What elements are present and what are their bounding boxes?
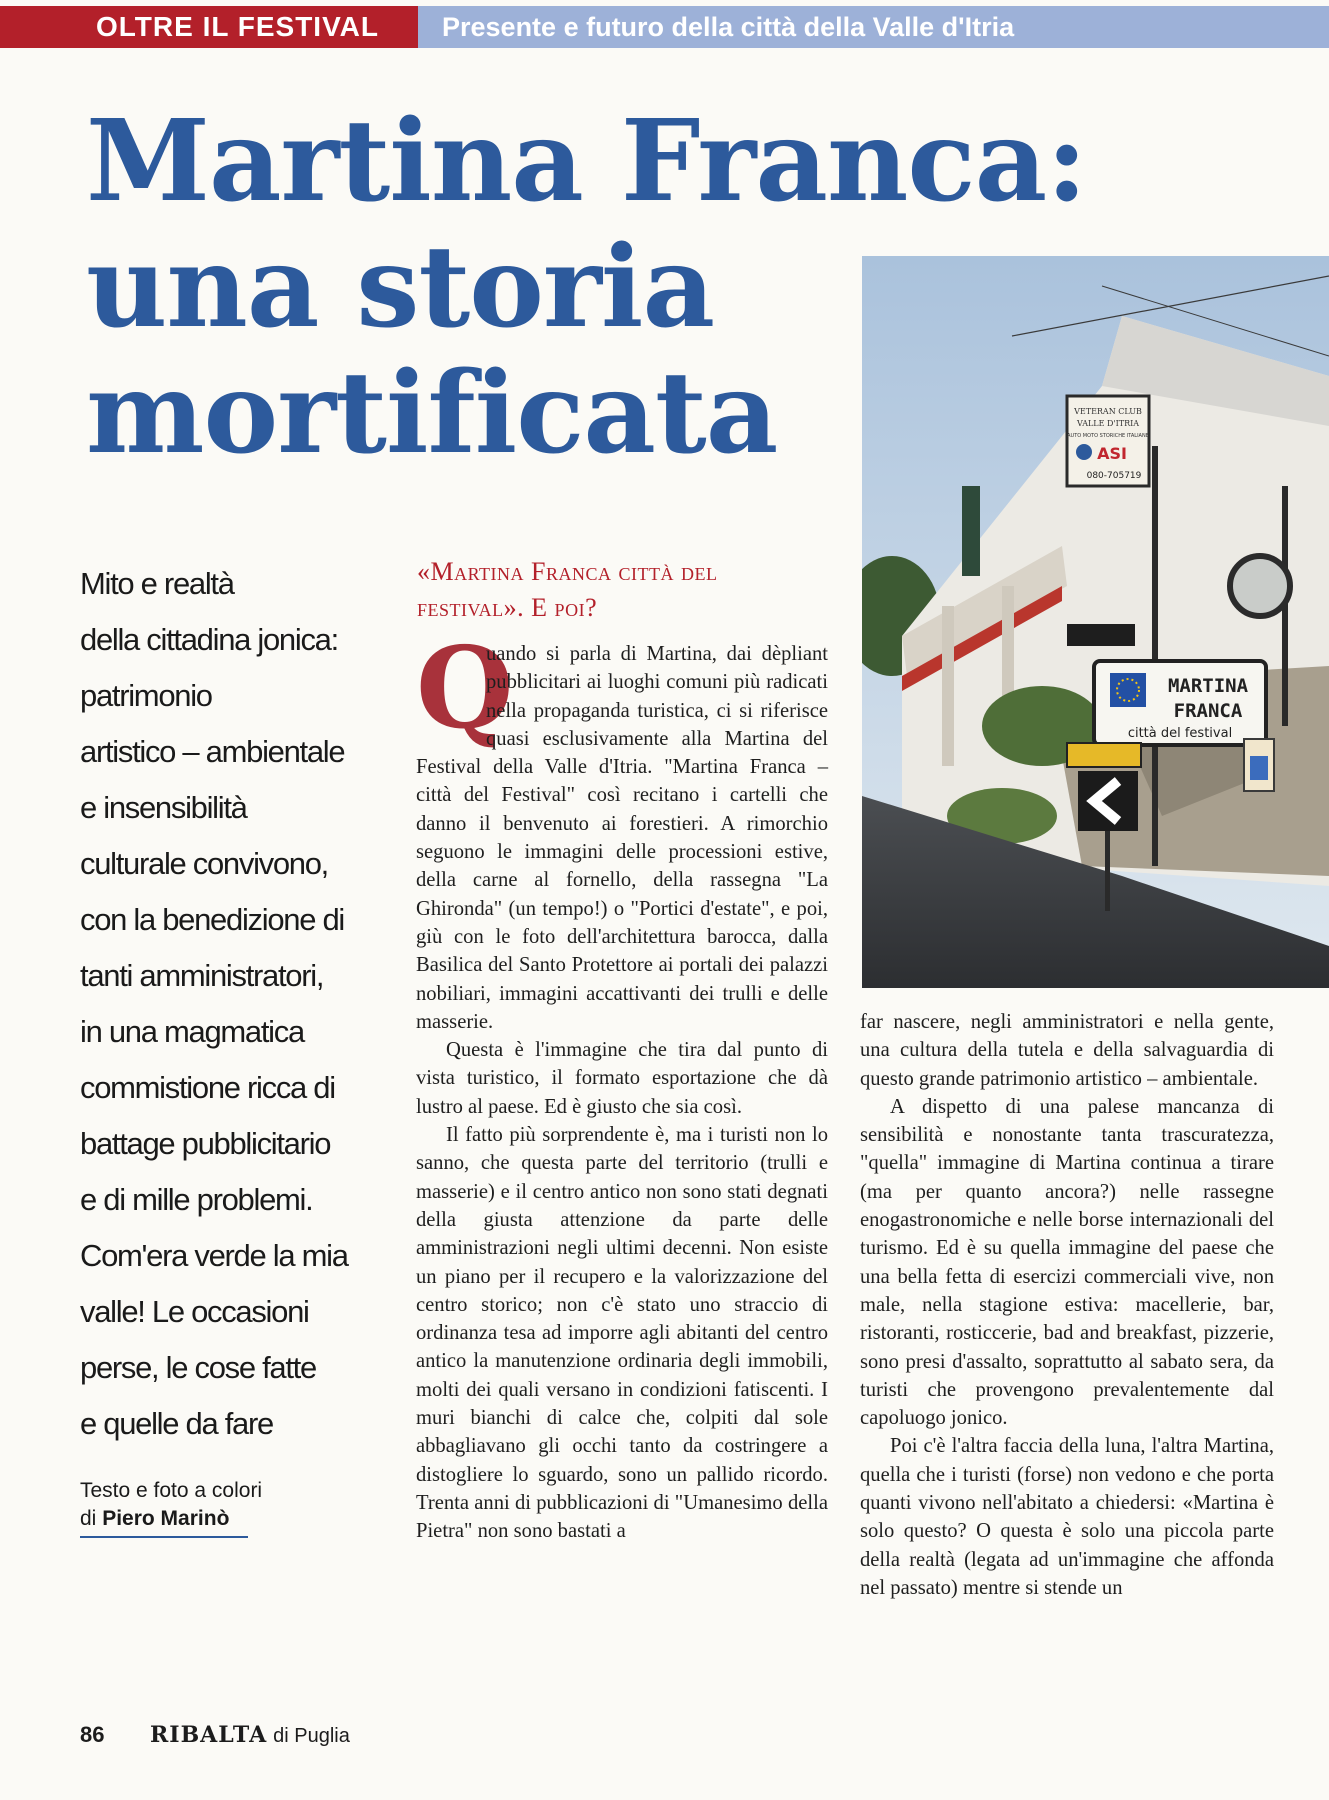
- standfirst-line: perse, le cose fatte: [80, 1350, 316, 1385]
- headline-line-2: una storia: [86, 222, 715, 353]
- club-sign-brand: ASI: [1097, 444, 1127, 463]
- standfirst-line: e quelle da fare: [80, 1406, 273, 1441]
- magazine-suffix: di Puglia: [273, 1725, 350, 1747]
- club-sign-phone: 080-705719: [1086, 471, 1142, 481]
- street-sign-photo: [862, 256, 1329, 988]
- standfirst-line: patrimonio: [80, 678, 212, 713]
- paragraph: Poi c'è l'altra faccia della luna, l'altra Martina, quella che i turisti (forse) non vedono e che porta quanti vivono nell'abitato a chiedersi: «Martina è solo questo? O questa è solo una piccola parte della realtà (legata ad un'immagine che affonda nel passato) mentre si stende un: [860, 1435, 1274, 1599]
- page-number: 86: [80, 1722, 105, 1747]
- town-sign-line3: città del festival: [1127, 726, 1233, 741]
- standfirst-line: valle! Le occasioni: [80, 1294, 309, 1329]
- article-kicker: «Martina Franca città del festival». E poi?: [417, 557, 718, 622]
- club-sign-line3: AUTO MOTO STORICHE ITALIANE: [1067, 433, 1149, 439]
- club-sign-line2: VALLE D'ITRIA: [1076, 419, 1140, 428]
- section-label: OLTRE IL FESTIVAL: [0, 6, 418, 48]
- magazine-title: RIBALTA: [150, 1722, 268, 1748]
- standfirst-line: della cittadina jonica:: [80, 622, 338, 657]
- club-sign-line1: VETERAN CLUB: [1074, 407, 1142, 416]
- standfirst-line: e insensibilità: [80, 790, 247, 825]
- standfirst-line: tanti amministratori,: [80, 958, 324, 993]
- town-entrance-sign: [1094, 661, 1266, 745]
- article-column-2: [860, 1008, 1274, 1602]
- town-sign-line2: FRANCA: [1173, 700, 1243, 722]
- standfirst-line: culturale convivono,: [80, 846, 328, 881]
- standfirst: [80, 556, 380, 1452]
- headline-line-3: mortificata: [86, 348, 778, 479]
- paragraph: Questa è l'immagine che tira dal punto di vista turistico, il formato esportazione che dà lustro al paese. Ed è giusto che sia così.: [416, 1039, 828, 1118]
- section-subtitle: Presente e futuro della città della Valle d'Itria: [418, 6, 1329, 48]
- town-sign-line1: MARTINA: [1167, 675, 1249, 697]
- standfirst-line: con la benedizione di: [80, 902, 344, 937]
- paragraph: [416, 623, 828, 1036]
- drop-cap: Q: [416, 623, 514, 754]
- standfirst-line: battage pubblicitario: [80, 1126, 331, 1161]
- standfirst-line: Mito e realtà: [80, 566, 234, 601]
- standfirst-line: Com'era verde la mia: [80, 1238, 348, 1273]
- paragraph: Il fatto più sorprendente è, ma i turisti non lo sanno, che questa parte del territorio (trulli e masserie) e il centro antico non sono stati degnati della giusta attenzione da parte delle amministrazioni negli ultimi decenni. Non esiste un piano per il recupero e la valorizzazione del centro storico; non c'è stato uno straccio di ordinanza tesa ad imporre agli abitanti del centro antico la manutenzione ordinaria degli immobili, molti dei quali versano in condizioni fatiscenti. I muri bianchi di calce che, colpiti dal sole abbagliavano gli occhi tanto da costringere a distogliere lo sguardo, sono un pallido ricordo. Trenta anni di pubblicazioni di "Umanesimo della Pietra" non sono bastati a: [416, 1124, 828, 1543]
- standfirst-line: in una magmatica: [80, 1014, 304, 1049]
- byline-underline: [80, 1536, 248, 1538]
- byline-prefix: Testo e foto a colori: [80, 1479, 263, 1502]
- article-column-1: [416, 623, 828, 1546]
- magazine-name: [150, 1722, 350, 1748]
- paragraph-text: uando si parla di Martina, dai dèpliant pubblicitari ai luoghi comuni più radicati nella propaganda turistica, ci si riferisce quasi esclusivamente alla Martina del Festival della Valle d'Itria. "Martina Franca – città del Festival" così recitano i cartelli che danno il benvenuto ai forestieri. A rimorchio seguono le immagini delle processioni estive, della carne al fornello, della rassegna "La Ghironda" (un tempo!) o "Portici d'estate", e poi, giù con le foto dell'architettura barocca, dalla Basilica del Santo Protettore ai portali dei palazzi nobiliari, immagini accattivanti dei trulli e delle masserie.: [416, 643, 828, 1033]
- standfirst-line: commistione ricca di: [80, 1070, 335, 1105]
- paragraph: far nascere, negli amministratori e nella gente, una cultura della tutela e della salvaguardia di questo grande patrimonio artistico – ambientale.: [860, 1011, 1274, 1090]
- paragraph: A dispetto di una palese mancanza di sensibilità e nonostante tanta trascuratezza, "quella" immagine di Martina continua a tirare (ma per quanto ancora?) nelle rassegne enogastronomiche e nelle borse internazionali del turismo. Ed è su quella immagine del paese che una bella fetta di esercizi commerciali vive, non male, nella stagione estiva: macellerie, bar, ristoranti, rosticcerie, bad and breakfast, pizzerie, sono presi d'assalto, soprattutto al sabato sera, da turisti che provengono prevalentemente dal capoluogo jonico.: [860, 1095, 1274, 1430]
- club-sign: [1067, 396, 1149, 486]
- byline-author: Piero Marinò: [102, 1507, 230, 1530]
- standfirst-line: artistico – ambientale: [80, 734, 345, 769]
- byline: [80, 1477, 340, 1533]
- standfirst-line: e di mille problemi.: [80, 1182, 313, 1217]
- byline-by: di: [80, 1507, 97, 1530]
- photo-illustration: [862, 256, 1329, 988]
- headline-line-1: Martina Franca:: [86, 96, 1087, 227]
